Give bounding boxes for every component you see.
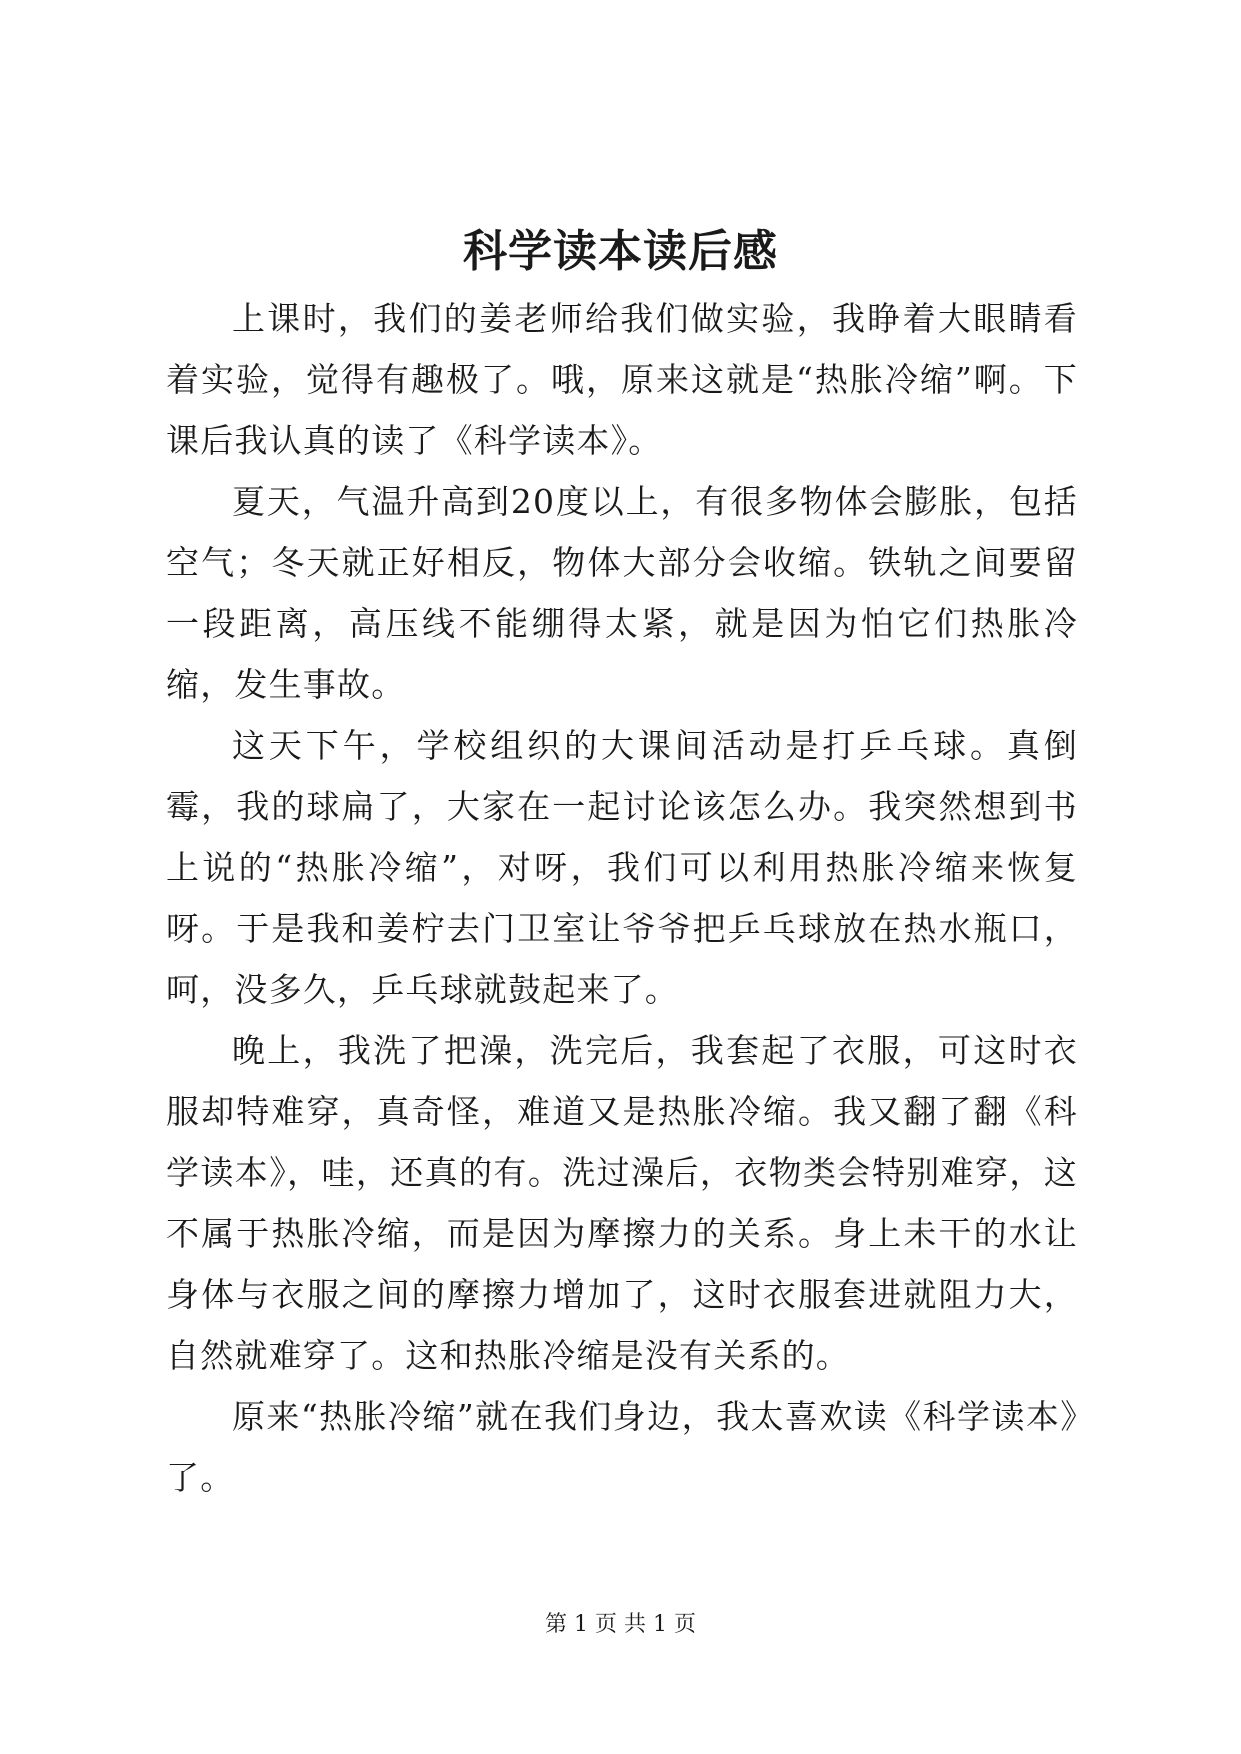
paragraph-4: 晚上，我洗了把澡，洗完后，我套起了衣服，可这时衣服却特难穿，真奇怪，难道又是热胀冷缩。我又翻了翻《科学读本》，哇，还真的有。洗过澡后，衣物类会特别难穿，这不属于热胀冷缩，而是因为摩擦力的关系。身上未干的水让身体与衣服之间的摩擦力增加了，这时衣服套进就阻力大，自然就难穿了。这和热胀冷缩是没有关系的。 <box>166 1031 1078 1375</box>
page-number-footer: 第 1 页 共 1 页 <box>545 1612 696 1637</box>
document-body <box>166 288 1078 1508</box>
paragraph-2: 夏天，气温升高到20度以上，有很多物体会膨胀，包括空气；冬天就正好相反，物体大部分会收缩。铁轨之间要留一段距离，高压线不能绷得太紧，就是因为怕它们热胀冷缩，发生事故。 <box>166 482 1078 704</box>
paragraph-1: 上课时，我们的姜老师给我们做实验，我睁着大眼睛看着实验，觉得有趣极了。哦，原来这就是“热胀冷缩”啊。下课后我认真的读了《科学读本》。 <box>166 299 1078 460</box>
document-title: 科学读本读后感 <box>463 226 778 277</box>
paragraph-5: 原来“热胀冷缩”就在我们身边，我太喜欢读《科学读本》了。 <box>166 1397 1078 1497</box>
paragraph-3: 这天下午，学校组织的大课间活动是打乒乓球。真倒霉，我的球扁了，大家在一起讨论该怎么办。我突然想到书上说的“热胀冷缩”，对呀，我们可以利用热胀冷缩来恢复呀。于是我和姜柠去门卫室让爷爷把乒乓球放在热水瓶口，呵，没多久，乒乓球就鼓起来了。 <box>166 726 1078 1009</box>
